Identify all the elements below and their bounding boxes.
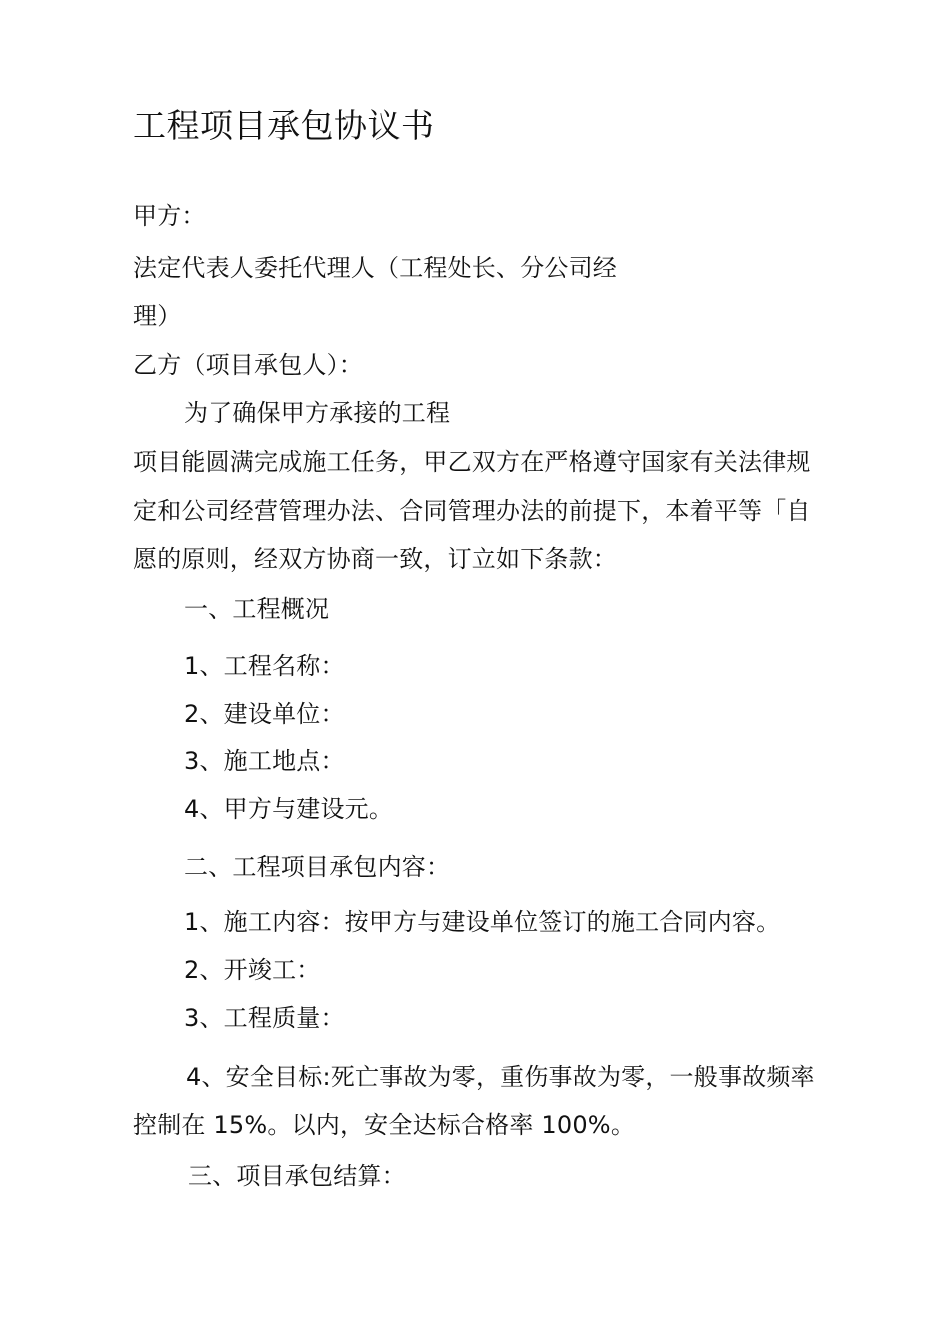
- party-a-label: 甲方：: [133, 202, 206, 230]
- section-2-item-4-cont: 控制在 15%。以内，安全达标合格率 100%。: [133, 1111, 636, 1139]
- section-1-item-2: 2、建设单位：: [184, 700, 345, 728]
- preamble-line-2: 项目能圆满完成施工任务，甲乙双方在严格遵守国家有关法律规: [133, 448, 811, 476]
- legal-representative-line: 法定代表人委托代理人（工程处长、分公司经: [133, 254, 617, 282]
- preamble-line-3: 定和公司经营管理办法、合同管理办法的前提下，本着平等「自: [133, 497, 811, 525]
- section-2-item-3: 3、工程质量：: [184, 1004, 345, 1032]
- preamble-line-1: 为了确保甲方承接的工程: [184, 399, 451, 427]
- document-title: 工程项目承包协议书: [133, 106, 435, 145]
- party-b-label: 乙方（项目承包人）：: [133, 351, 363, 379]
- legal-representative-line-cont: 理）: [133, 302, 182, 330]
- preamble-line-4: 愿的原则，经双方协商一致，订立如下条款：: [133, 545, 617, 573]
- section-2-item-4: 4、安全目标:死亡事故为零，重伤事故为零，一般事故频率: [186, 1063, 815, 1091]
- section-1-item-1: 1、工程名称：: [184, 652, 345, 680]
- section-3-heading: 三、项目承包结算：: [188, 1162, 406, 1190]
- section-1-item-4: 4、甲方与建设元。: [184, 795, 394, 823]
- section-1-heading: 一、工程概况: [184, 595, 330, 623]
- section-2-item-2: 2、开竣工：: [184, 956, 321, 984]
- section-2-item-1: 1、施工内容：按甲方与建设单位签订的施工合同内容。: [184, 908, 781, 936]
- section-1-item-3: 3、施工地点：: [184, 747, 345, 775]
- section-2-heading: 二、工程项目承包内容：: [184, 853, 451, 881]
